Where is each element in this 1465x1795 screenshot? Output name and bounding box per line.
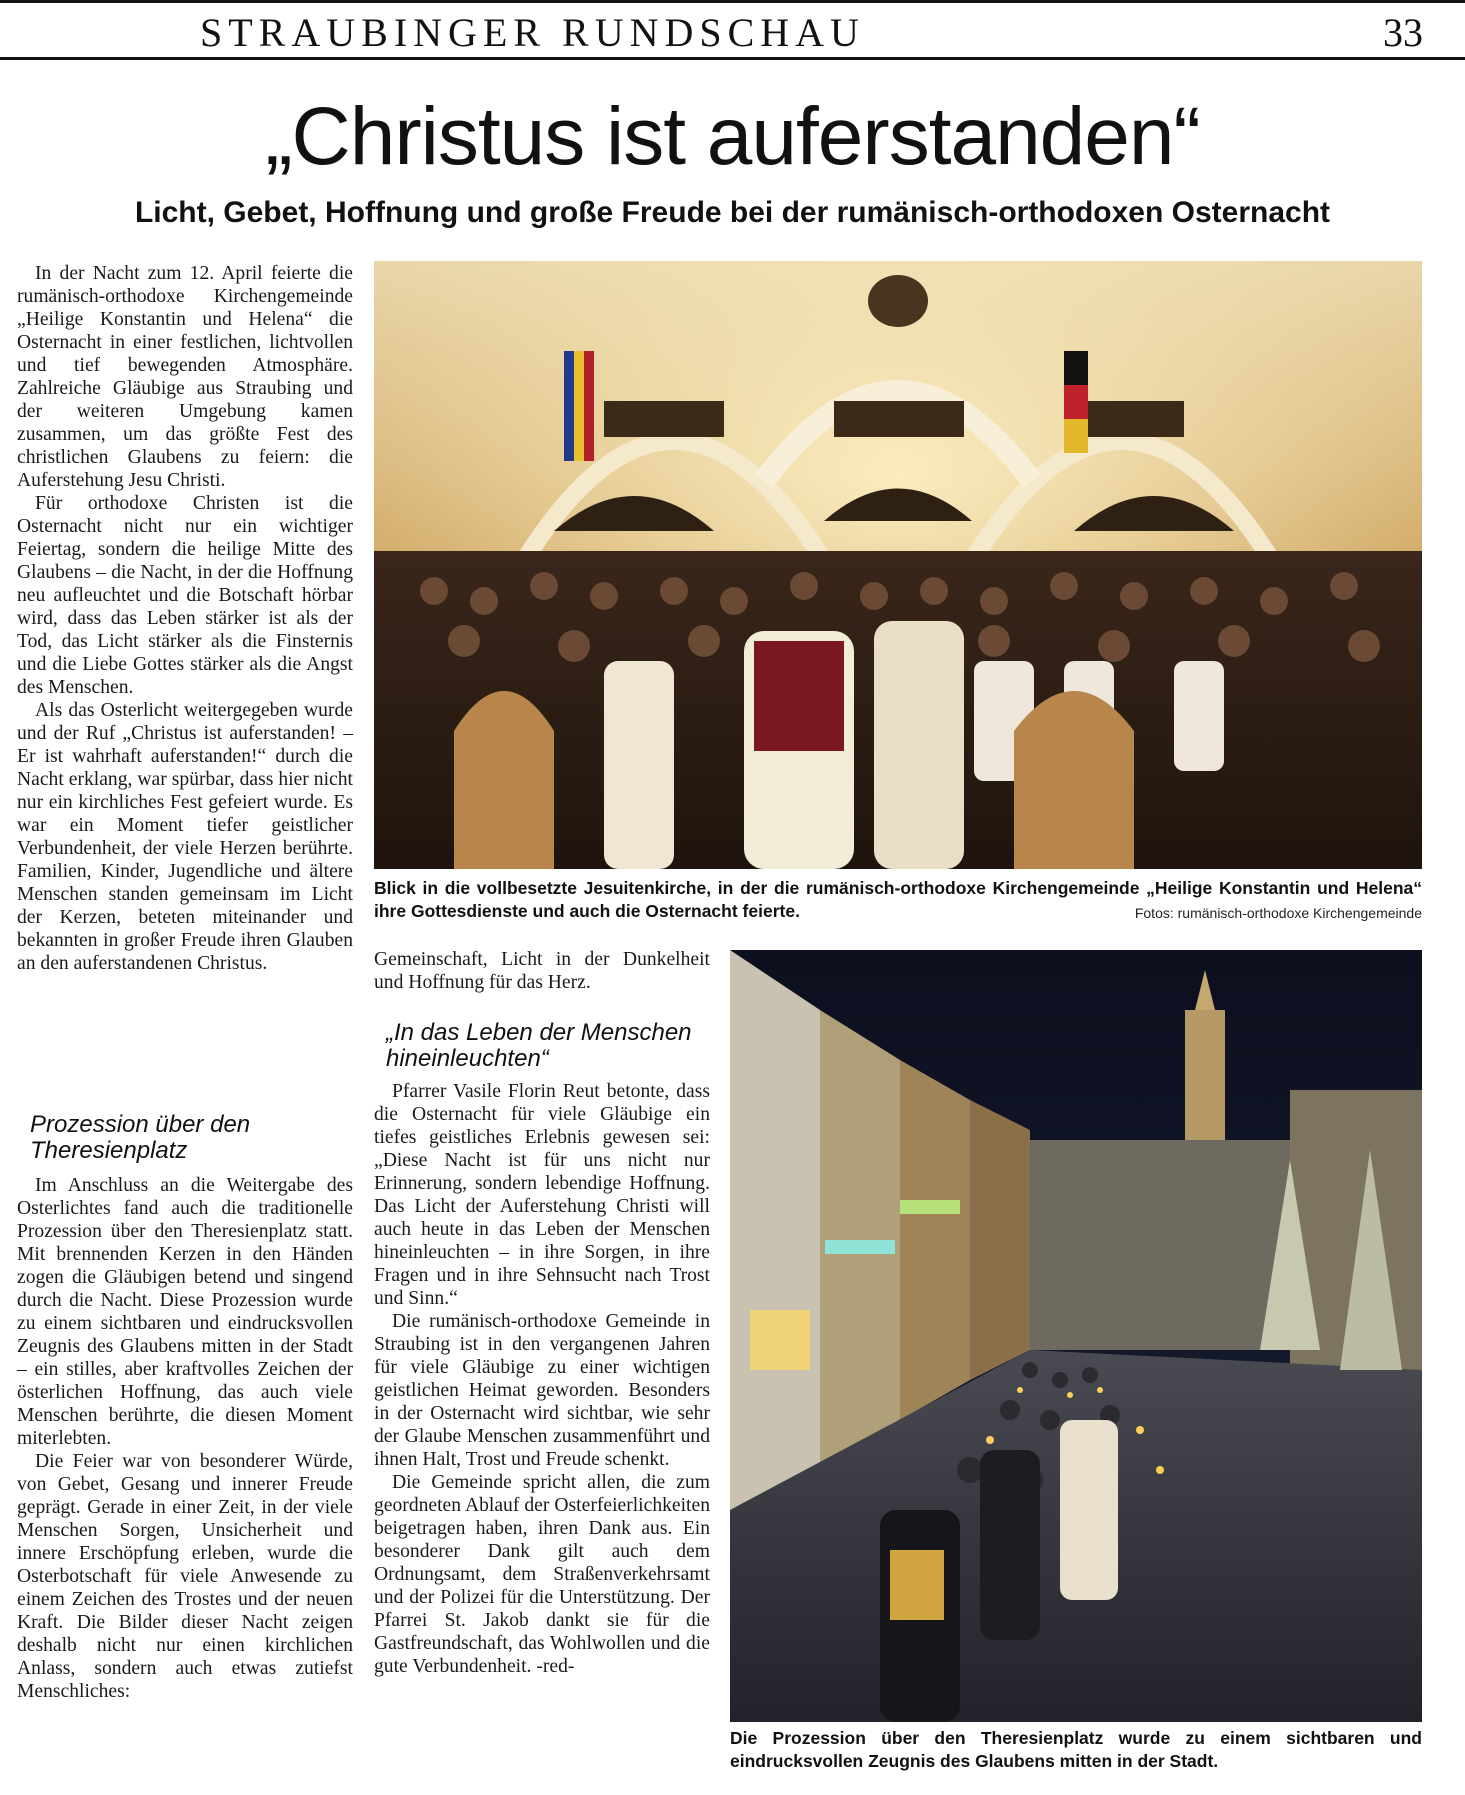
- church-photo-caption: Blick in die vollbesetzte Jesuitenkirche, in der die rumänisch-orthodoxe Kirchengemeinde „Heilige Konstantin und Helena“ ihre Gottesdienste und auch die Osternacht feierte.: [374, 878, 1422, 921]
- masthead: [0, 0, 1465, 60]
- night-procession-photo: [730, 950, 1422, 1722]
- church-interior-illustration: [374, 261, 1422, 869]
- paragraph: Die Gemeinde spricht allen, die zum geordneten Ablauf der Osterfeierlichkeiten beigetragen haben, ihren Dank aus. Ein besonderer Dank gilt auch dem Ordnungsamt, dem Straßenverkehrsamt und der Polizei für die Unterstützung. Der Pfarrei St. Jakob dankt sie für die Gastfreundschaft, das Wohlwollen und die gute Verbundenheit. -red-: [374, 1472, 710, 1677]
- article-column-1-lower: [17, 1174, 353, 1703]
- paragraph: Gemeinschaft, Licht in der Dunkelheit und Hoffnung für das Herz.: [374, 949, 710, 993]
- church-interior-photo: [374, 261, 1422, 869]
- paper-name: STRAUBINGER RUNDSCHAU: [200, 10, 865, 55]
- procession-photo-caption: Die Prozession über den Theresienplatz wurde zu einem sichtbaren und eindrucksvollen Zeugnis des Glaubens mitten in der Stadt.: [730, 1728, 1422, 1771]
- crosshead-procession: Prozession über den Theresienplatz: [30, 1111, 251, 1164]
- subheadline: Licht, Gebet, Hoffnung und große Freude bei der rumänisch-orthodoxen Osternacht: [134, 196, 1331, 229]
- paragraph: Die Feier war von besonderer Würde, von Gebet, Gesang und innerer Freude geprägt. Gerade in einer Zeit, in der viele Menschen Sorgen, Unsicherheit und innere Erschöpfung erleben, wurde die Osterbotschaft für viele Anwesende zu einem Zeichen des Trostes und der neuen Kraft. Die Bilder dieser Nacht zeigen deshalb nicht nur einen kirchlichen Anlass, sondern auch etwas zutiefst Menschliches:: [17, 1451, 353, 1702]
- paragraph: In der Nacht zum 12. April feierte die rumänisch-orthodoxe Kirchengemeinde „Heilige Konstantin und Helena“ die Osternacht in einer festlichen, lichtvollen und tief bewegenden Atmosphäre. Zahlreiche Gläubige aus Straubing und der weiteren Umgebung kamen zusammen, um das größte Fest des christlichen Glaubens zu feiern: die Auferstehung Jesu Christi.: [17, 263, 353, 491]
- night-procession-illustration: [730, 950, 1422, 1722]
- paragraph: Für orthodoxe Christen ist die Osternacht nicht nur ein wichtiger Feiertag, sondern die heilige Mitte des Glaubens – die Nacht, in der die Hoffnung neu aufleuchtet und die Botschaft hörbar wird, dass das Leben stärker ist als der Tod, das Licht stärker als die Finsternis und die Liebe Gottes stärker als die Angst des Menschen.: [17, 493, 353, 698]
- crosshead-quote: „In das Leben der Menschen hineinleuchten“: [386, 1019, 692, 1072]
- paragraph: Als das Osterlicht weitergegeben wurde und der Ruf „Christus ist auferstanden! – Er ist wahrhaft auferstanden!“ durch die Nacht erklang, war spürbar, dass hier nicht nur ein kirchliches Fest gefeiert wurde. Es war ein Moment tiefer geistlicher Verbundenheit, der viele Herzen berührte. Familien, Kinder, Jugendliche und ältere Menschen standen gemeinsam im Licht der Kerzen, beteten miteinander und bekannten in großer Freude ihren Glauben an den auferstandenen Christus.: [17, 700, 353, 974]
- article-column-2: [374, 1080, 710, 1678]
- photo-credit: Fotos: rumänisch-orthodoxe Kirchengemeinde: [1134, 905, 1422, 921]
- article-column-1: [17, 262, 353, 975]
- paragraph: Die rumänisch-orthodoxe Gemeinde in Straubing ist in den vergangenen Jahren für viele Gläubige zu einer wichtigen geistlichen Heimat geworden. Besonders in der Osternacht wird sichtbar, wie sehr der Glaube Menschen zusammenführt und ihnen Halt, Trost und Freude schenkt.: [374, 1311, 710, 1470]
- headline: „Christus ist auferstanden“: [265, 91, 1200, 182]
- paragraph: Pfarrer Vasile Florin Reut betonte, dass die Osternacht für viele Gläubige ein tiefes geistliches Erlebnis gewesen sei: „Diese Nacht ist für uns nicht nur Erinnerung, sondern lebendige Hoffnung. Das Licht der Auferstehung Christi will auch heute in das Leben der Menschen hineinleuchten – in ihre Sorgen, in ihre Fragen und in ihre Sehnsucht nach Trost und Sinn.“: [374, 1081, 710, 1309]
- paragraph: Im Anschluss an die Weitergabe des Osterlichtes fand auch die traditionelle Prozession über den Theresienplatz statt. Mit brennenden Kerzen in den Händen zogen die Gläubigen betend und singend durch die Nacht. Diese Prozession wurde zu einem sichtbaren und eindrucksvollen Zeugnis des Glaubens mitten in der Stadt – ein stilles, aber kraftvolles Zeichen der österlichen Hoffnung, das auch viele Menschen berührte, die diesen Moment miterlebten.: [17, 1175, 353, 1449]
- article-column-2-top: [374, 948, 710, 994]
- page-number: 33: [1383, 10, 1423, 55]
